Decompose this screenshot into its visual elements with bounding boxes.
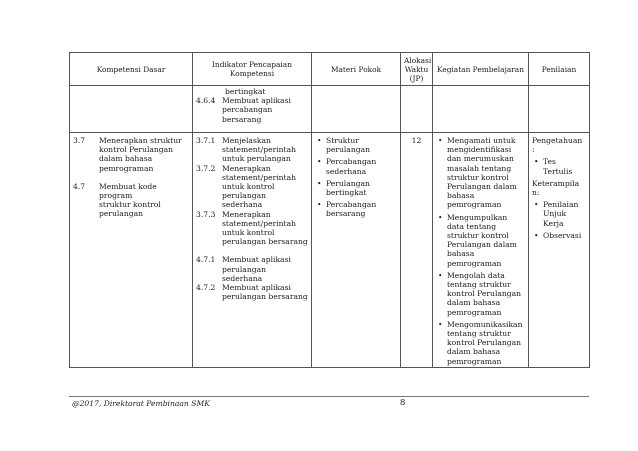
indicator-text: Membuat aplikasi percabangan bersarang [222,96,291,124]
list-item: • Penilaian Unjuk Kerja [543,200,586,228]
header-indikator: Indikator Pencapaian Kompetensi [193,53,312,86]
table-header-row [70,53,590,86]
kd-item [73,182,189,219]
cell-kegiatan-empty [433,86,529,133]
cell-indicator-continuation [193,86,312,133]
indicator-text: Membuat aplikasi perulangan bersarang [222,283,308,302]
indicator-text: Membuat aplikasi perulangan sederhana [222,255,291,283]
header-kompetensi-dasar: Kompetensi Dasar [70,53,193,86]
cell-materi-pokok [312,133,401,368]
indicator-item [196,96,308,124]
header-penilaian: Penilaian [529,53,590,86]
indicator-number: 4.6.4 [196,96,216,106]
keterampilan-label: Keterampila n: [532,178,580,198]
indicator-item [196,255,308,283]
footer-divider [69,396,589,397]
list-item: • Percabangan bersarang [326,200,397,218]
kegiatan-list [436,136,525,366]
header-kegiatan-pembelajaran: Kegiatan Pembelajaran [433,53,529,86]
header-alokasi-waktu: Alokasi Waktu (JP) [401,53,433,86]
cell-materi-empty [312,86,401,133]
list-item: • Perulangan bertingkat [326,179,397,197]
kd-number: 4.7 [73,181,86,191]
indicator-number: 3.7.2 [196,163,216,173]
materi-list [315,136,397,219]
list-item: • Observasi [543,231,586,240]
header-materi-pokok: Materi Pokok [312,53,401,86]
list-item: • Tes Tertulis [543,157,586,175]
indicator-text: Menjelaskan statement/perintah untuk perulangan [222,136,296,164]
pengetahuan-label: Pengetahuan : [532,136,583,155]
cell-kompetensi-dasar [70,133,193,368]
keterampilan-list [532,200,586,240]
indicator-number: 4.7.1 [196,255,216,265]
syllabus-table [69,52,590,368]
indicator-item [196,283,308,301]
kd-item [73,136,189,173]
list-item: • Mengomunikasikan tentang struktur kontrol Perulangan dalam bahasa pemrograman [447,320,525,366]
cell-indikator [193,133,312,368]
list-item: • Mengamati untuk mengidentifikasi dan merumuskan masalah tentang struktur kontrol Perulangan dalam bahasa pemrograman [447,136,525,210]
indicator-item [196,164,308,210]
kd-number: 3.7 [73,136,86,145]
cell-penilaian-empty [529,86,590,133]
indicator-number: 4.7.2 [196,283,216,293]
indicator-number: 3.7.3 [196,209,216,219]
cell-alokasi-waktu [401,133,433,368]
cell-alokasi-empty [401,86,433,133]
list-item: • Struktur perulangan [326,136,397,154]
kd-text: Menerapkan struktur kontrol Perulangan dalam bahasa pemrograman [99,136,182,173]
cell-kegiatan-pembelajaran [433,133,529,368]
indicator-text: Menerapkan statement/perintah untuk kontrol perulangan bersarang [222,209,308,247]
table-row [70,133,590,368]
list-item: • Percabangan sederhana [326,157,397,175]
indicator-text: Menerapkan statement/perintah untuk kontrol perulangan sederhana [222,163,296,210]
pengetahuan-list [532,157,586,175]
continued-text: bertingkat [225,87,266,96]
list-item: • Mengumpulkan data tentang struktur kontrol Perulangan dalam bahasa pemrograman [447,213,525,268]
kd-text: Membuat kode program struktur kontrol perulangan [99,181,161,219]
alokasi-value: 12 [411,136,422,145]
footer-copyright: @2017, Direktorat Pembinaan SMK [72,399,210,408]
cell-penilaian [529,133,590,368]
indicator-number: 3.7.1 [196,136,216,145]
table-row-continuation [70,86,590,133]
list-item: • Mengolah data tentang struktur kontrol Perulangan dalam bahasa pemrograman [447,271,525,317]
indicator-item [196,136,308,164]
cell-kd-empty [70,86,193,133]
indicator-item [196,210,308,247]
page-number: 8 [400,398,406,408]
